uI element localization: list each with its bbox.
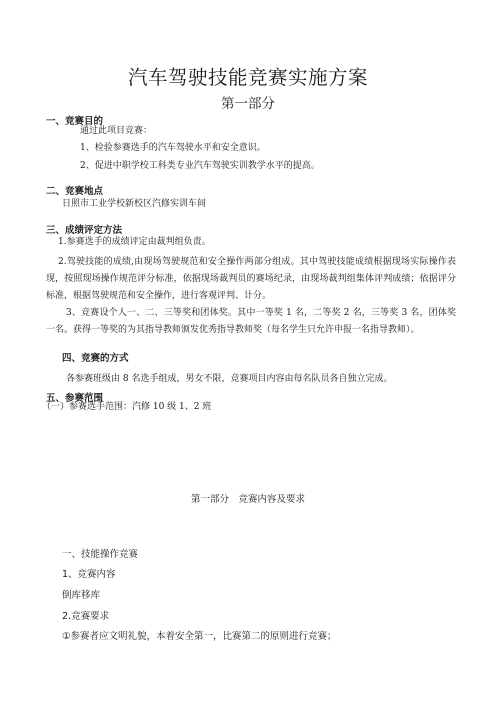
part-two-sub-2: 2.竞赛要求 (62, 611, 110, 622)
section-2-text: 日照市工业学校新校区汽修实训车间 (62, 199, 207, 209)
section-5-heading: 五、参赛范围 (46, 393, 104, 404)
section-3-item-3: 3、竞赛设个人一、二、三等奖和团体奖。其中一等奖 1 名，二等奖 2 名，三等奖 3 名，团体奖一名。获得一等奖的为其指导教师颁发优秀指导教师奖（每名学生只允许申报一名指导教师）。 (46, 308, 456, 335)
section-5-text: （一）参赛选手范围：汽修 10 级 1、2 班 (42, 402, 212, 412)
section-3-item-2: 2.驾驶技能的成绩,由现场驾驶规范和安全操作两部分组成。其中驾驶技能成绩根据现场实际操作表现，按照现场操作规范评分标准，依据现场裁判员的赛场纪录，由现场裁判组集体评判成绩；依据评分标准，根据驾驶规范和安全操作，进行客观评判、计分。 (46, 257, 456, 301)
section-1-item-1: 1、检验参赛选手的汽车驾驶水平和安全意识。 (80, 143, 266, 153)
section-4-heading: 四、竞赛的方式 (62, 353, 129, 364)
section-3-item-1: 1.参赛选手的成绩评定由裁判组负责。 (58, 237, 211, 247)
document-title: 汽车驾驶技能竞赛实施方案 (127, 66, 368, 89)
part-two-sub-1-text: 倒库移库 (62, 590, 101, 601)
section-2-heading: 二、竞赛地点 (46, 186, 104, 197)
part-two-sub-2-text: ①参赛者应文明礼貌，本着安全第一，比赛第二的原则进行竞赛； (62, 631, 337, 642)
part-two-heading: 一、技能操作竞赛 (62, 549, 139, 560)
part-two-title: 第一部分 竞赛内容及要求 (190, 494, 305, 505)
section-1-intro: 通过此项目竞赛： (80, 126, 153, 136)
part-two-sub-1: 1、竞赛内容 (62, 569, 116, 580)
section-1-heading: 一、竞赛目的 (46, 116, 104, 127)
section-4-text: 各参赛班级由 8 名选手组成，男女不限，竞赛项目内容由每名队员各自独立完成。 (66, 374, 393, 384)
part-one-title: 第一部分 (221, 96, 275, 112)
section-3-heading: 三、成绩评定方法 (46, 225, 123, 236)
section-1-item-2: 2、促进中职学校工科类专业汽车驾驶实训教学水平的提高。 (80, 161, 320, 171)
